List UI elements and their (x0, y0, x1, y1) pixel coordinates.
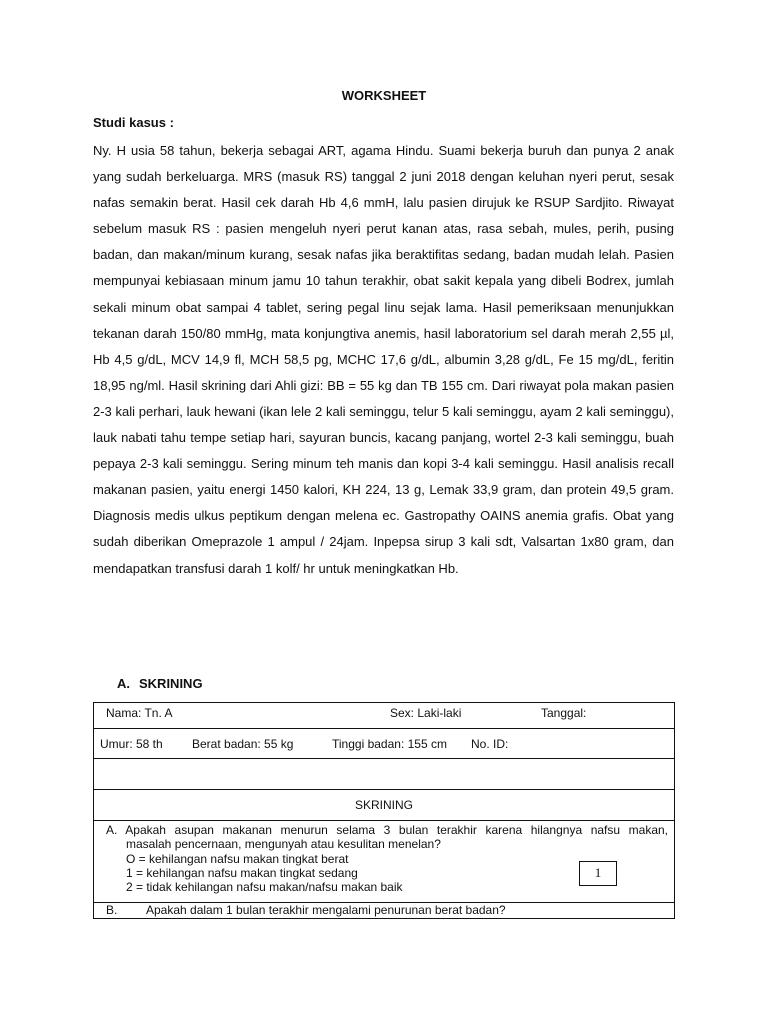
question-b-cell (94, 903, 675, 919)
question-a-line1: A. Apakah asupan makanan menurun selama 3 bulan terakhir karena hilangnya nafsu makan, (106, 823, 668, 837)
question-a-line2: masalah pencernaan, mengunyah atau kesulitan menelan? (126, 837, 441, 851)
option-1: 1 = kehilangan nafsu makan tingkat sedang (126, 866, 358, 880)
date-field: Tanggal: (541, 706, 587, 720)
section-a-title: SKRINING (139, 676, 203, 691)
patient-name: Nama: Tn. A (106, 706, 173, 720)
question-b-text: Apakah dalam 1 bulan terakhir mengalami penurunan berat badan? (146, 903, 506, 917)
question-a-cell (94, 821, 675, 903)
case-study-heading: Studi kasus : (93, 115, 174, 130)
identity-row (94, 703, 675, 729)
worksheet-title: WORKSHEET (341, 88, 427, 103)
patient-weight: Berat badan: 55 kg (192, 737, 294, 751)
option-2: 2 = tidak kehilangan nafsu makan/nafsu makan baik (126, 880, 403, 894)
answer-box-a[interactable]: 1 (579, 861, 617, 886)
question-b-number: B. (106, 903, 118, 917)
option-0: O = kehilangan nafsu makan tingkat berat (126, 852, 349, 866)
anthropometry-row (94, 729, 675, 759)
screening-header: SKRINING (94, 790, 675, 821)
section-a-number: A. (117, 676, 130, 691)
patient-height: Tinggi badan: 155 cm (332, 737, 447, 751)
section-a-heading (117, 676, 203, 691)
patient-sex: Sex: Laki-laki (390, 706, 462, 720)
patient-id: No. ID: (471, 737, 509, 751)
screening-form (93, 702, 675, 919)
case-study-paragraph: Ny. H usia 58 tahun, bekerja sebagai ART, agama Hindu. Suami bekerja buruh dan punya 2 anak yang sudah berkeluarga. MRS (masuk RS) tanggal 2 juni 2018 dengan keluhan nyeri perut, sesak nafas semakin berat. Hasil cek darah Hb 4,6 mmH, lalu pasien dirujuk ke RSUP Sardjito. Riwayat sebelum masuk RS : pasien mengeluh nyeri perut kanan atas, rasa sebah, mules, perih, pusing badan, dan makan/minum kurang, sesak nafas jika beraktifitas sedang, badan mudah lelah. Pasien mempunyai kebiasaan minum jamu 10 tahun terakhir, obat sakit kepala yang dibeli Bodrex, jumlah sekali minum obat sampai 4 tablet, sering pegal linu sejak lama. Hasil pemeriksaan menunjukkan tekanan darah 150/80 mmHg, mata konjungtiva anemis, hasil laboratorium sel darah merah 2,55 µl, Hb 4,5 g/dL, MCV 14,9 fl, MCH 58,5 pg, MCHC 17,6 g/dL, albumin 3,28 g/dL, Fe 15 mg/dL, feritin 18,95 ng/ml. Hasil skrining dari Ahli gizi: BB = 55 kg dan TB 155 cm. Dari riwayat pola makan pasien 2-3 kali perhari, lauk hewani (ikan lele 2 kali seminggu, telur 5 kali seminggu, ayam 2 kali seminggu), lauk nabati tahu tempe setiap hari, sayuran buncis, kacang panjang, wortel 2-3 kali seminggu, buah pepaya 2-3 kali seminggu. Sering minum teh manis dan kopi 3-4 kali seminggu. Hasil analisis recall makanan pasien, yaitu energi 1450 kalori, KH 224, 13 g, Lemak 33,9 gram, dan protein 49,5 gram. Diagnosis medis ulkus peptikum dengan melena ec. Gastropathy OAINS anemia grafis. Obat yang sudah diberikan Omeprazole 1 ampul / 24jam. Inpepsa sirup 3 kali sdt, Valsartan 1x80 gram, dan mendapatkan transfusi darah 1 kolf/ hr untuk meningkatkan Hb. (93, 143, 674, 576)
patient-age: Umur: 58 th (100, 737, 163, 751)
empty-row (94, 759, 675, 790)
